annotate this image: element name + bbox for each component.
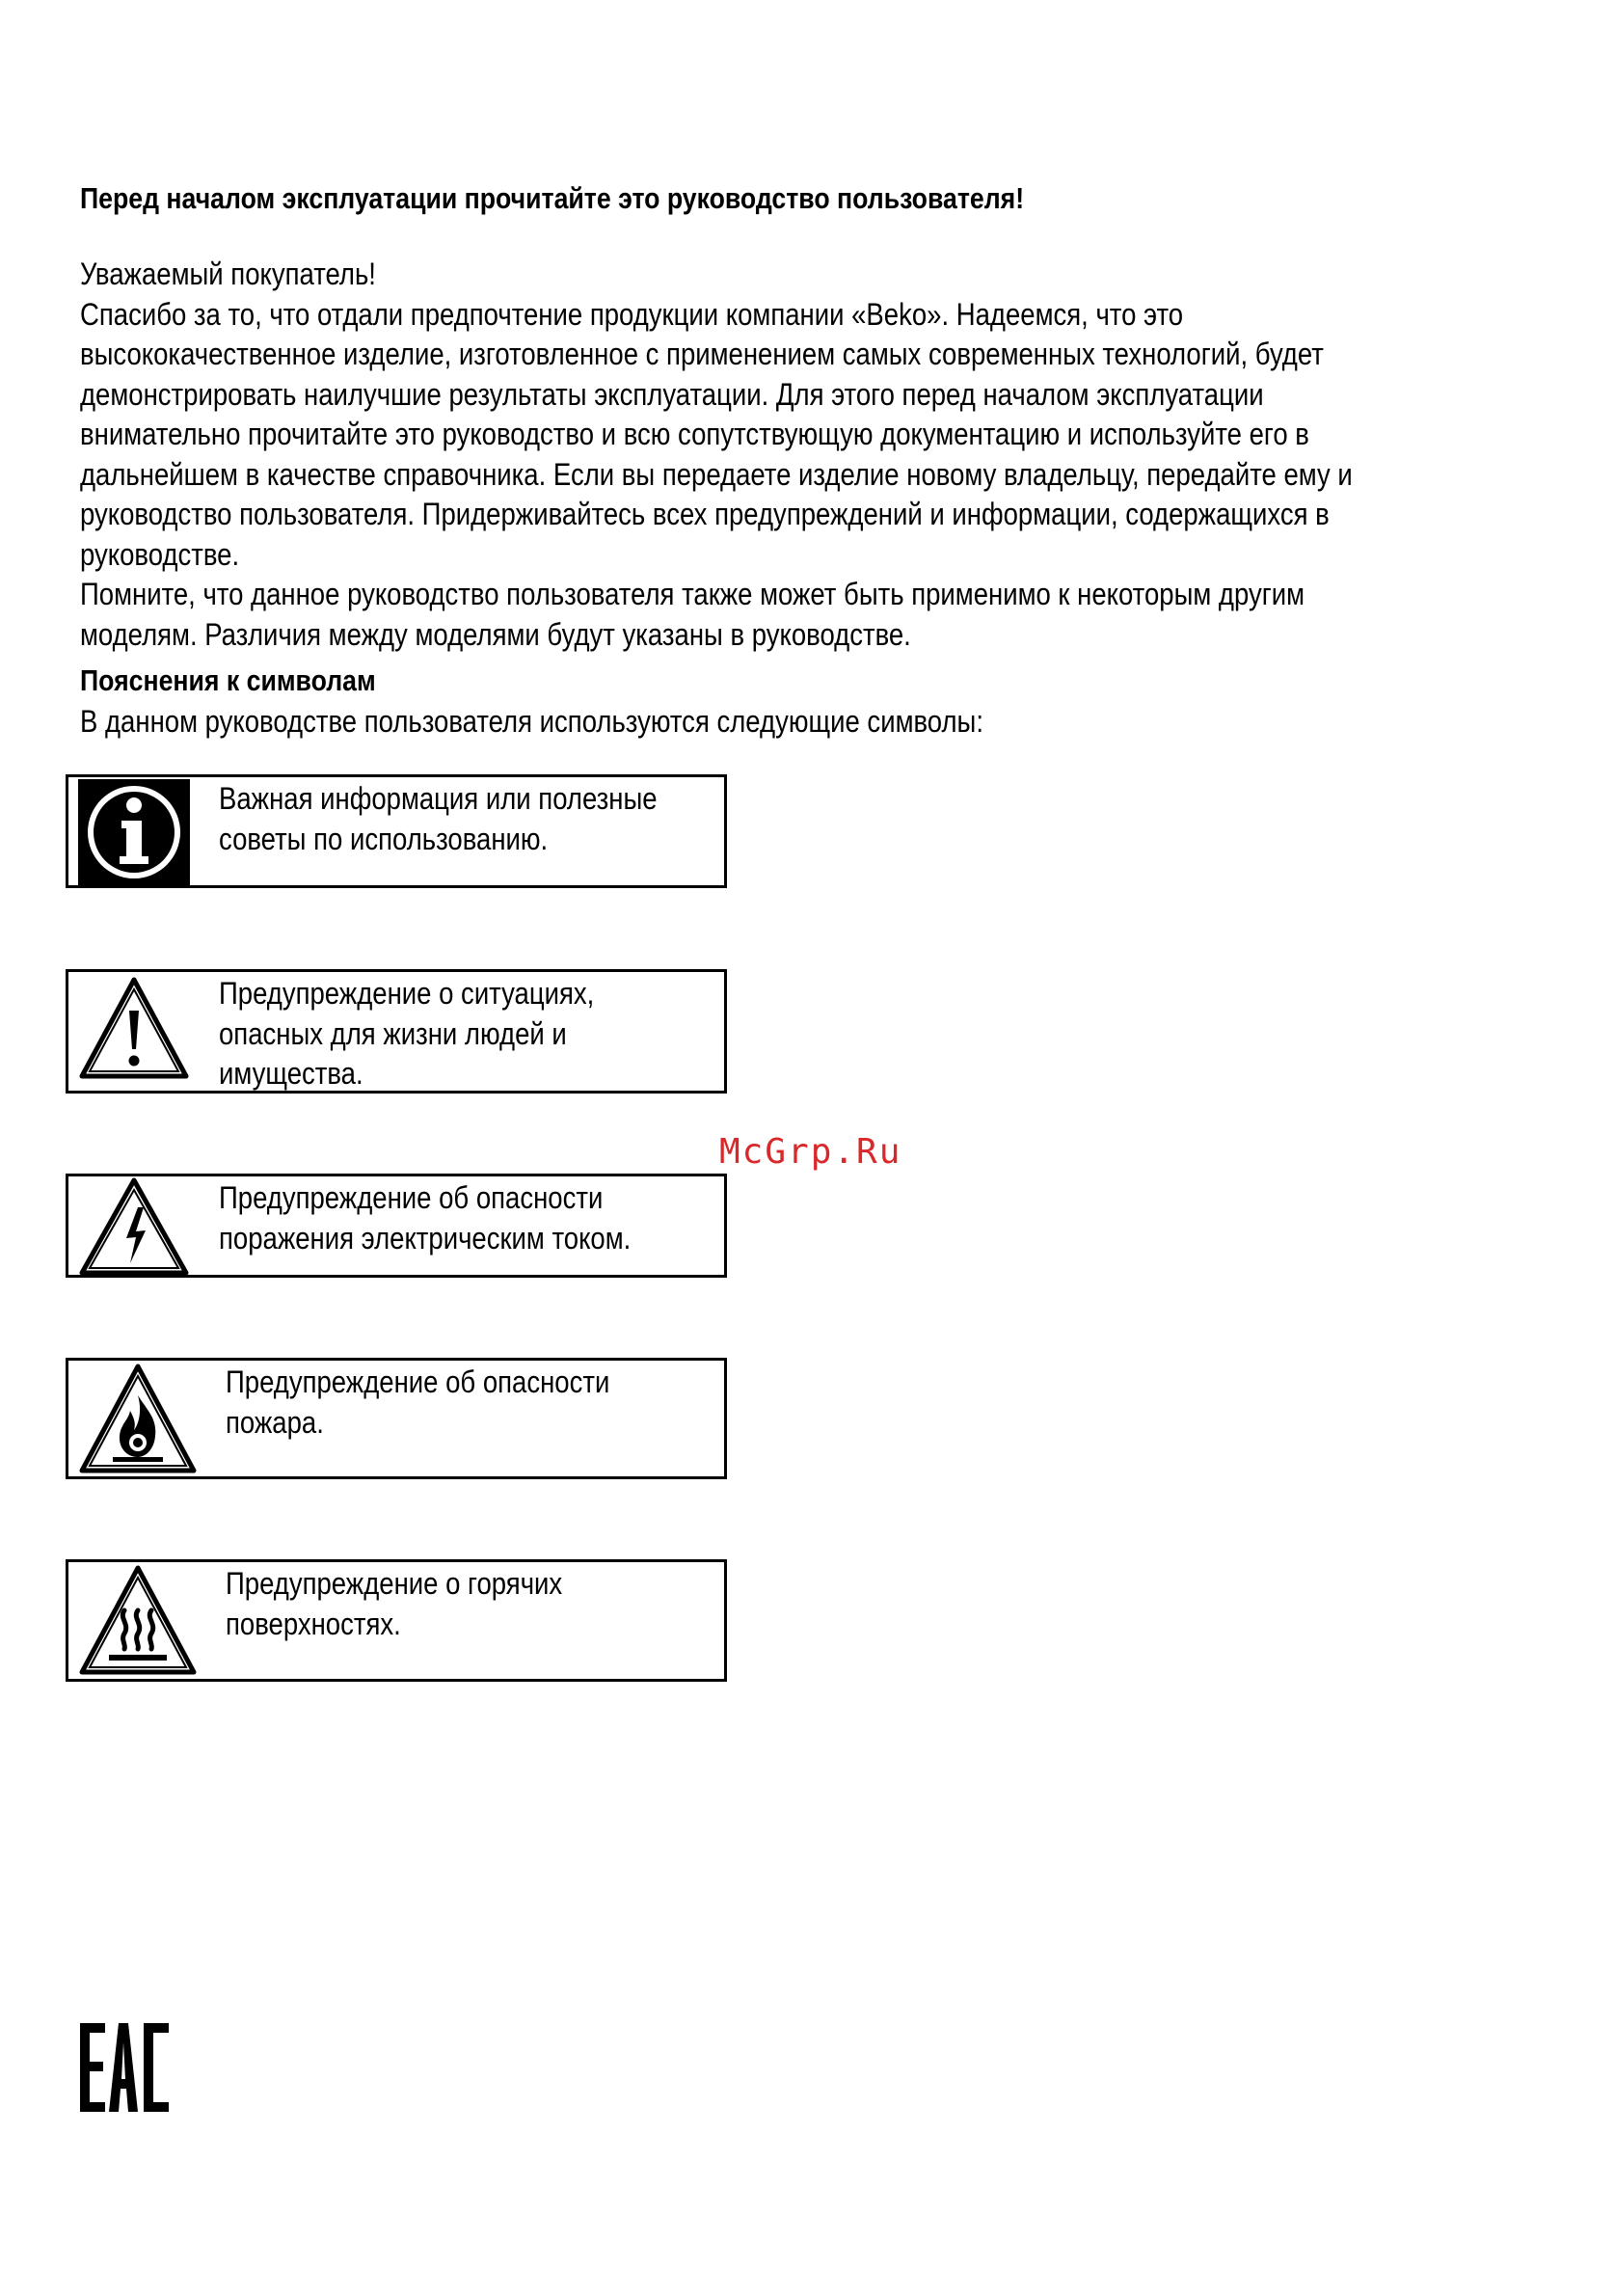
symbol-text-line: Важная информация или полезные [219,781,658,816]
page-title [80,179,1177,218]
symbol-text-line: пожара. [226,1404,324,1440]
fire-hazard-icon [78,1363,198,1476]
symbol-box-warning [66,969,727,1094]
symbols-heading [80,662,424,700]
page-title-text: Перед началом эксплуатации прочитайте это руководство пользователя! [80,181,1025,215]
intro-line: дальнейшем в качестве справочника. Если вы передаете изделие новому владельцу, передайте ему и [80,456,1353,492]
symbols-intro-text: В данном руководстве пользователя используются следующие символы: [80,704,983,739]
info-icon [78,779,190,885]
intro-paragraph [80,255,1614,655]
intro-line: Помните, что данное руководство пользователя также может быть применимо к некоторым другим [80,577,1305,611]
intro-line: Спасибо за то, что отдали предпочтение продукции компании «Beko». Надеемся, что это [80,296,1184,332]
symbol-text-line: поражения электрическим током. [219,1220,632,1256]
symbol-text-warning [219,974,656,1094]
eac-certification-logo [80,2023,169,2112]
electric-shock-icon [78,1176,190,1277]
intro-line: моделям. Различия между моделями будут указаны в руководстве. [80,616,911,652]
intro-line: руководстве. [80,536,240,572]
symbol-text-line: Предупреждение о ситуациях, [219,976,595,1011]
symbol-box-fire [66,1358,727,1479]
intro-line: внимательно прочитайте это руководство и всю сопутствующую документацию и используйте его в [80,417,1309,451]
intro-line: Уважаемый покупатель! [80,257,376,291]
intro-line: высококачественное изделие, изготовленное с применением самых современных технологий, будет [80,337,1324,371]
intro-line: руководство пользователя. Придерживайтесь всех предупреждений и информации, содержащихся в [80,497,1330,531]
symbol-text-info [219,779,729,859]
symbol-box-info [66,774,727,888]
watermark: McGrp.Ru [719,1132,902,1172]
intro-line: демонстрировать наилучшие результаты эксплуатации. Для этого перед началом эксплуатации [80,376,1264,412]
symbol-text-electric-shock [219,1178,698,1258]
symbol-text-fire [226,1363,672,1443]
symbol-text-hot-surface [226,1564,617,1644]
symbol-text-line: советы по использованию. [219,821,549,856]
symbols-intro [80,702,1131,743]
warning-icon [78,976,190,1082]
symbol-text-line: Предупреждение о горячих [226,1566,563,1601]
symbol-text-line: Предупреждение об опасности [219,1180,604,1215]
symbol-text-line: имущества. [219,1056,363,1091]
symbol-text-line: опасных для жизни людей и [219,1015,567,1051]
symbol-text-line: Предупреждение об опасности [226,1364,610,1399]
symbols-heading-text: Пояснения к символам [80,663,376,697]
symbol-box-electric-shock [66,1174,727,1278]
hot-surface-icon [78,1564,198,1678]
symbol-box-hot-surface [66,1559,727,1682]
symbol-text-line: поверхностях. [226,1606,401,1641]
